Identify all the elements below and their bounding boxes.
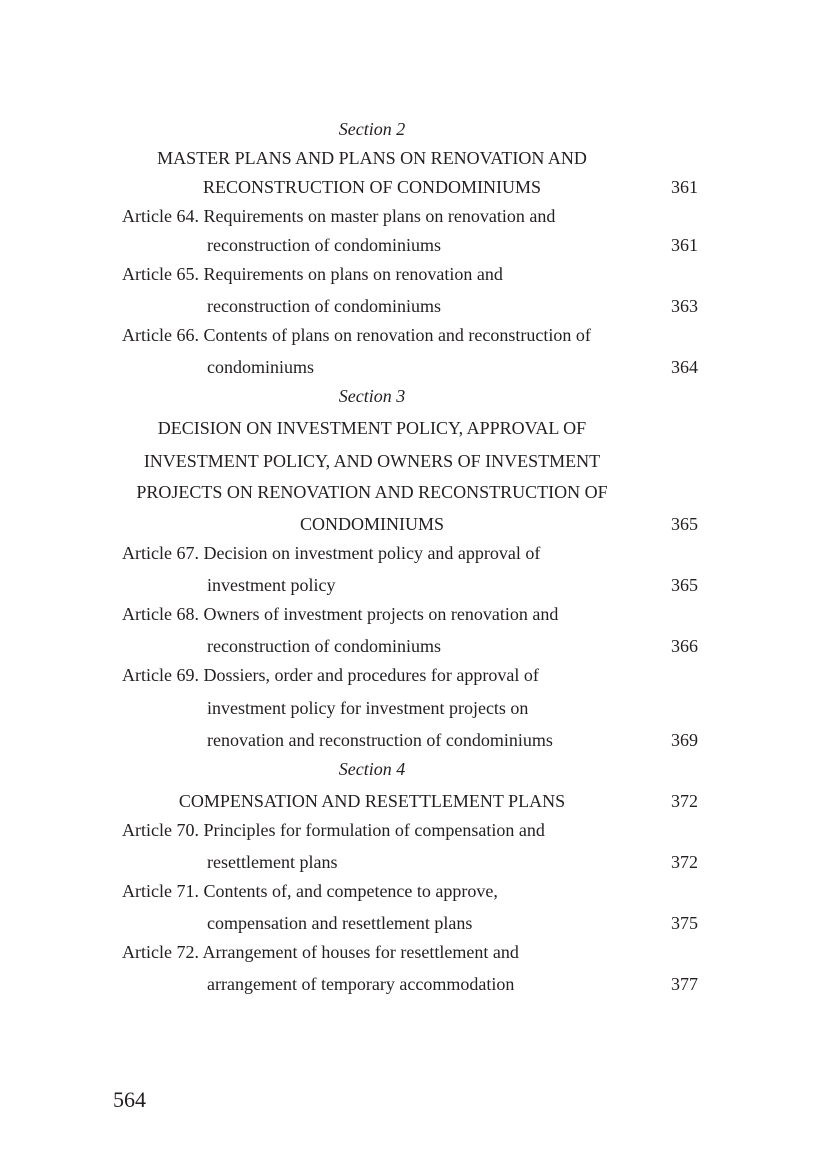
- section-3-page-number: 365: [671, 514, 698, 534]
- section-2-label: Section 2: [338, 119, 406, 139]
- article-67-line1: Article 67. Decision on investment policy and approval of: [122, 543, 541, 563]
- article-64-page-number: 361: [671, 235, 698, 255]
- article-64-line2: reconstruction of condominiums: [207, 235, 441, 255]
- article-71-line1: Article 71. Contents of, and competence to approve,: [122, 881, 498, 901]
- article-69-line2: investment policy for investment projects on: [207, 698, 529, 718]
- section-2-page-number: 361: [671, 177, 698, 197]
- article-66-line2: condominiums: [207, 357, 314, 377]
- section-2-title-line2: RECONSTRUCTION OF CONDOMINIUMS: [202, 177, 542, 197]
- article-71-page-number: 375: [671, 913, 698, 933]
- section-4-page-number: 372: [671, 791, 698, 811]
- page-folio-number: 564: [113, 1087, 146, 1112]
- article-67-line2: investment policy: [207, 575, 336, 595]
- article-69-line3: renovation and reconstruction of condominiums: [207, 730, 553, 750]
- article-65-line2: reconstruction of condominiums: [207, 296, 441, 316]
- article-64-line1: Article 64. Requirements on master plans on renovation and: [122, 206, 556, 226]
- article-68-page-number: 366: [671, 636, 698, 656]
- article-69-line1: Article 69. Dossiers, order and procedures for approval of: [122, 665, 539, 685]
- section-3-label: Section 3: [338, 386, 406, 406]
- article-65-page-number: 363: [671, 296, 698, 316]
- article-68-line1: Article 68. Owners of investment projects on renovation and: [122, 604, 559, 624]
- article-65-line1: Article 65. Requirements on plans on renovation and: [122, 264, 503, 284]
- section-4-title-line1: COMPENSATION AND RESETTLEMENT PLANS: [178, 791, 566, 811]
- article-72-line1: Article 72. Arrangement of houses for resettlement and: [122, 942, 519, 962]
- section-3-title-line4: CONDOMINIUMS: [299, 514, 444, 534]
- article-67-page-number: 365: [671, 575, 698, 595]
- section-4-label: Section 4: [338, 759, 406, 779]
- section-3-title-line3: PROJECTS ON RENOVATION AND RECONSTRUCTION OF: [136, 482, 608, 502]
- article-72-page-number: 377: [671, 974, 698, 994]
- article-72-line2: arrangement of temporary accommodation: [207, 974, 515, 994]
- article-69-page-number: 369: [671, 730, 698, 750]
- section-3-title-line1: DECISION ON INVESTMENT POLICY, APPROVAL OF: [157, 418, 587, 438]
- section-2-title-line1: MASTER PLANS AND PLANS ON RENOVATION AND: [157, 148, 587, 168]
- article-70-page-number: 372: [671, 852, 698, 872]
- article-71-line2: compensation and resettlement plans: [207, 913, 473, 933]
- section-3-title-line2: INVESTMENT POLICY, AND OWNERS OF INVESTMENT: [143, 451, 601, 471]
- article-68-line2: reconstruction of condominiums: [207, 636, 441, 656]
- article-66-line1: Article 66. Contents of plans on renovation and reconstruction of: [122, 325, 591, 345]
- article-70-line1: Article 70. Principles for formulation of compensation and: [122, 820, 545, 840]
- article-66-page-number: 364: [671, 357, 698, 377]
- article-70-line2: resettlement plans: [207, 852, 338, 872]
